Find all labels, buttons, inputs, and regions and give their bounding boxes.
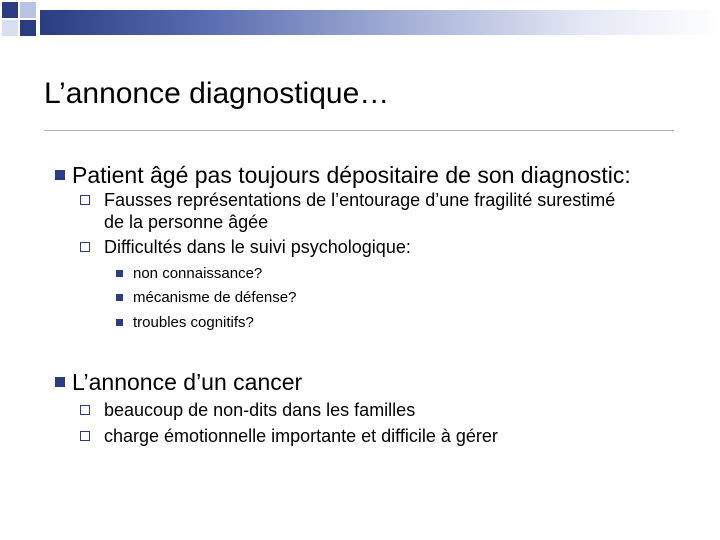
sub-bullet-text-continued: de la personne âgée xyxy=(104,212,269,232)
decor-square xyxy=(20,2,36,18)
sub-sub-bullet-text: troubles cognitifs? xyxy=(133,314,254,331)
sub-bullet-text: beaucoup de non-dits dans les familles xyxy=(104,400,416,420)
decor-square xyxy=(2,20,18,36)
decor-square xyxy=(2,2,18,18)
sub-sub-bullet-text: mécanisme de défense? xyxy=(133,289,297,306)
slide-title: L’annonce diagnostique… xyxy=(44,77,390,110)
header-gradient-bar xyxy=(40,10,720,35)
sub-bullet-text: Fausses représentations de l’entourage d’une fragilité surestimé xyxy=(104,190,616,210)
bullet-small-square-icon xyxy=(116,319,123,326)
bullet-hollow-square-icon xyxy=(80,195,90,205)
title-divider xyxy=(44,130,674,131)
bullet-square-icon xyxy=(55,170,65,180)
bullet-square-icon xyxy=(55,377,65,387)
bullet-hollow-square-icon xyxy=(80,405,90,415)
bullet-small-square-icon xyxy=(116,294,123,301)
bullet-hollow-square-icon xyxy=(80,431,90,441)
sub-bullet-text: charge émotionnelle importante et difficile à gérer xyxy=(104,426,498,446)
sub-bullet-text: Difficultés dans le suivi psychologique: xyxy=(104,237,411,257)
bullet-text: Patient âgé pas toujours dépositaire de son diagnostic: xyxy=(72,162,631,188)
sub-sub-bullet-text: non connaissance? xyxy=(133,265,263,282)
bullet-hollow-square-icon xyxy=(80,242,90,252)
bullet-small-square-icon xyxy=(116,270,123,277)
decor-square xyxy=(20,20,36,36)
bullet-text: L’annonce d’un cancer xyxy=(72,369,303,395)
